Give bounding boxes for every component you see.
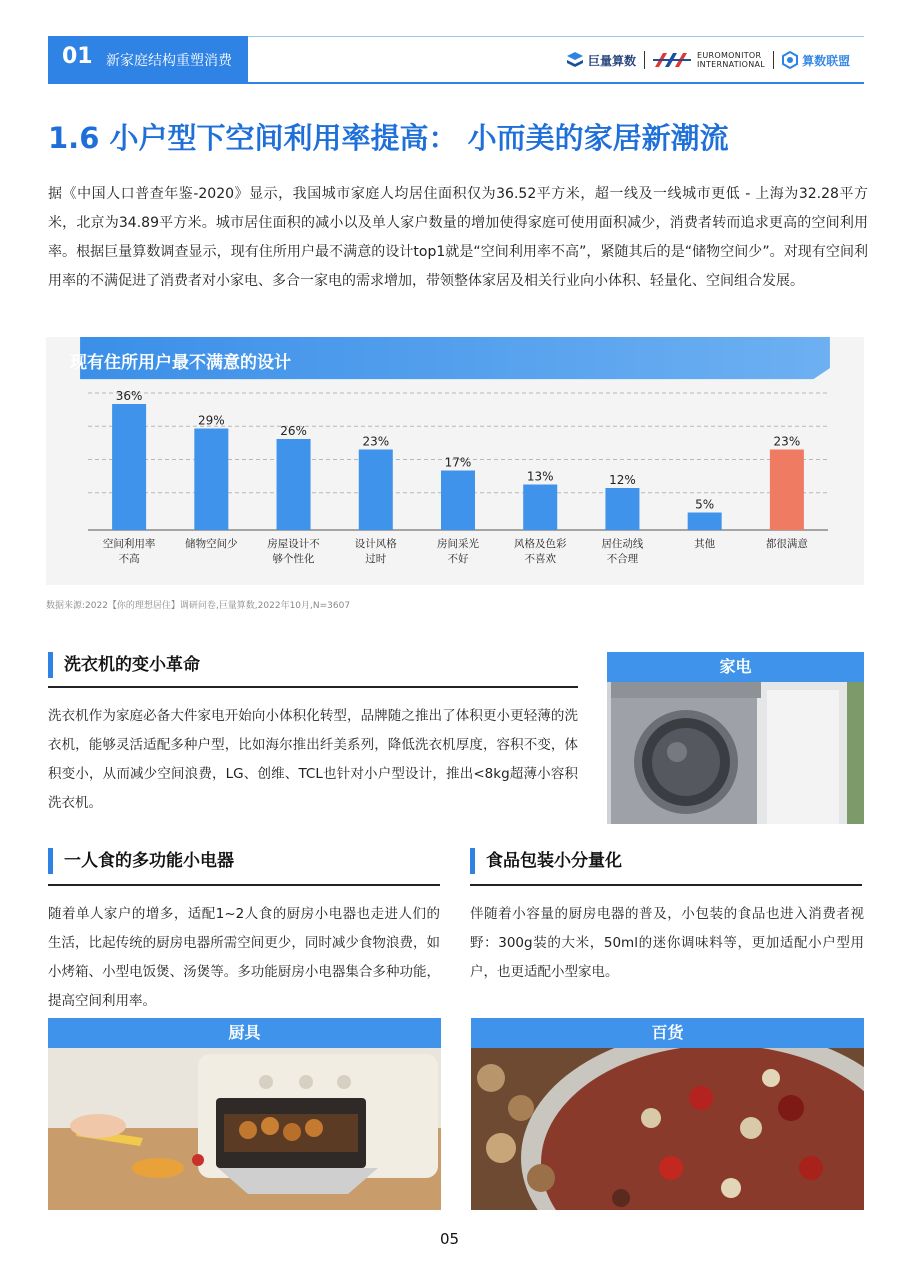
section-title: 新家庭结构重塑消费: [106, 53, 232, 69]
food-body: 伴随着小容量的厨房电器的普及，小包装的食品也进入消费者视野：300g装的大米，50ml的迷你调味料等，更加适配小户型用户，也更适配小型家电。: [470, 906, 864, 980]
bar: [112, 404, 146, 530]
section-tab: [48, 36, 248, 82]
bar: [194, 429, 228, 531]
category-label: 空间利用率: [102, 538, 156, 550]
bar: [688, 513, 722, 531]
data-label: 29%: [197, 413, 225, 428]
bar: [770, 450, 804, 531]
category-label: 储物空间少: [185, 538, 238, 550]
category-label: 房屋设计不: [267, 538, 320, 550]
data-label: 26%: [280, 424, 307, 438]
suanshu-name: 算数联盟: [802, 53, 851, 68]
partner-logos: [566, 48, 850, 72]
category-label: 风格及色彩: [513, 538, 567, 550]
bar-chart: [46, 337, 864, 585]
washer-body: 洗衣机作为家庭必备大件家电开始向小体积化转型，品牌随之推出了体积更小更轻薄的洗衣机，能够灵活适配多种户型，比如海尔推出纤美系列，降低洗衣机厚度，容积不变，体积变小，从而减少空间浪费，LG、创维、TCL也针对小户型设计，推出<8kg超薄小容积洗衣机。: [48, 708, 578, 811]
section-number: 01: [62, 44, 93, 69]
logo-divider: [773, 51, 774, 69]
category-label: 房间采光: [437, 538, 479, 550]
washer-image: [607, 652, 864, 824]
category-label: 不好: [447, 553, 469, 565]
bar: [605, 488, 639, 530]
category-label: 不合理: [606, 553, 639, 565]
image-caption: 家电: [607, 652, 864, 682]
food-image: [471, 1018, 864, 1210]
oceanengine-name: 巨量算数: [588, 53, 637, 68]
bar: [277, 439, 311, 530]
oceanengine-logo: [566, 51, 636, 69]
data-label: 13%: [526, 469, 554, 484]
euromonitor-name-2: INTERNATIONAL: [697, 60, 766, 69]
appliance-rule: [48, 884, 440, 886]
category-label: 居住动线: [601, 538, 644, 550]
data-label: 23%: [773, 434, 801, 449]
section-accent-bar: [48, 652, 53, 678]
data-label: 23%: [362, 434, 390, 449]
section-accent-bar: [48, 848, 53, 874]
suanshu-logo: [782, 51, 850, 69]
category-label: 不高: [118, 553, 140, 565]
image-caption: 百货: [471, 1018, 864, 1048]
category-label: 设计风格: [354, 538, 397, 550]
category-label: 过时: [365, 553, 387, 565]
washer-section-title: [48, 652, 200, 678]
suanshu-icon: [782, 51, 798, 69]
category-label: 不喜欢: [524, 553, 556, 565]
data-label: 36%: [115, 389, 143, 403]
food-section-title: [470, 848, 622, 874]
kitchen-image: [48, 1018, 441, 1210]
category-label: 其他: [694, 538, 716, 550]
section-accent-bar: [470, 848, 475, 874]
appliance-body: 随着单人家户的增多，适配1~2人食的厨房小电器也走进人们的生活，比起传统的厨房电器所需空间更少，同时减少食物浪费，如小烤箱、小型电饭煲、汤煲等。多功能厨房小电器集合多种功能，提高空间利用率。: [48, 906, 440, 1009]
data-label: 12%: [609, 473, 636, 487]
data-label: 17%: [444, 455, 472, 470]
intro-paragraph: 据《中国人口普查年鉴-2020》显示，我国城市家庭人均居住面积仅为36.52平方米，超一线及一线城市更低 - 上海为32.28平方米，北京为34.89平方米。城市居住面积的减小以及单人家户数量的增加使得家庭可使用面积减少，消费者转而追求更高的空间利用率。根据巨量算数调查显示，现有住所用户最不满意的设计top1就是“空间利用率不高”，紧随其后的是“储物空间少”。对现有空间利用率的不满促进了消费者对小家电、多合一家电的需求增加，带领整体家居及相关行业向小体积、轻量化、空间组合发展。: [48, 186, 868, 289]
washer-title-text: 洗衣机的变小革命: [64, 655, 200, 675]
food-rule: [470, 884, 862, 886]
euromonitor-icon: [653, 52, 693, 68]
euromonitor-name-1: EUROMONITOR: [697, 51, 762, 60]
appliance-section-title: [48, 848, 234, 874]
data-source: 数据来源:2022【你的理想居住】调研问卷,巨量算数,2022年10月,N=3607: [46, 601, 351, 611]
bar: [523, 485, 557, 531]
category-label: 够个性化: [272, 553, 315, 565]
chart-title: 现有住所用户最不满意的设计: [70, 353, 291, 373]
page-number: 05: [440, 1230, 460, 1248]
oceanengine-icon: [566, 51, 584, 69]
data-label: 5%: [695, 497, 715, 512]
bar: [359, 450, 393, 531]
header-top-rule: [248, 36, 864, 37]
page-title: 1.6 小户型下空间利用率提高： 小而美的家居新潮流: [48, 121, 729, 155]
bar: [441, 471, 475, 531]
food-title-text: 食品包装小分量化: [486, 851, 622, 871]
washer-rule: [48, 686, 578, 688]
category-label: 都很满意: [765, 538, 808, 550]
header-rule: [48, 82, 864, 84]
chart-card: [46, 337, 864, 585]
euromonitor-logo: [653, 51, 765, 69]
image-caption: 厨具: [48, 1018, 441, 1048]
logo-divider: [644, 51, 645, 69]
appliance-title-text: 一人食的多功能小电器: [64, 851, 234, 871]
